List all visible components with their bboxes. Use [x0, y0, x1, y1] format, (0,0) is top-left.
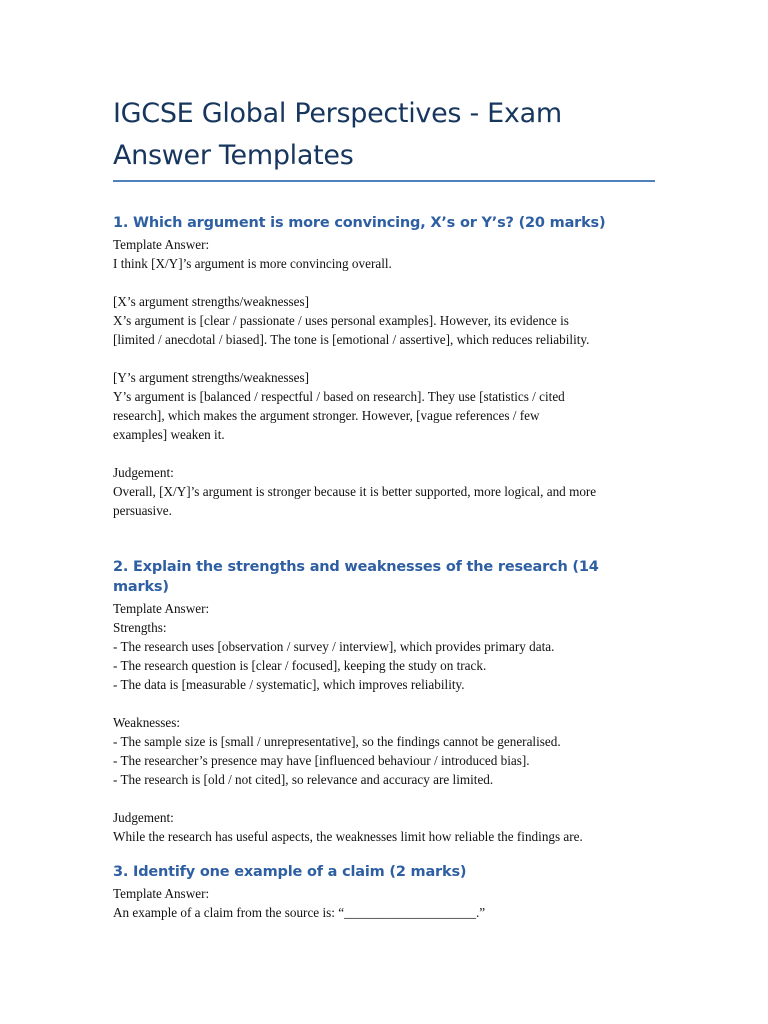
body-line: Weaknesses:: [113, 715, 181, 730]
body-line: - The research is [old / not cited], so relevance and accuracy are limited.: [113, 772, 494, 787]
body-line: Template Answer:: [113, 601, 210, 616]
body-line: persuasive.: [113, 503, 172, 518]
blank-line: [113, 789, 658, 808]
blank-line: [113, 444, 658, 463]
body-line: Judgement:: [113, 810, 174, 825]
body-line: X’s argument is [clear / passionate / uses personal examples]. However, its evidence is: [113, 313, 569, 328]
body-line: [limited / anecdotal / biased]. The tone is [emotional / assertive], which reduces reliability.: [113, 332, 590, 347]
section-body: [113, 597, 658, 846]
body-line: - The researcher’s presence may have [influenced behaviour / introduced bias].: [113, 753, 530, 768]
body-line: Y’s argument is [balanced / respectful / based on research]. They use [statistics / cited: [113, 389, 565, 404]
body-line: - The research uses [observation / survey / interview], which provides primary data.: [113, 639, 555, 654]
section-heading: 2. Explain the strengths and weaknesses of the research (14 marks): [113, 559, 599, 595]
section-body: [113, 233, 658, 520]
body-line: - The sample size is [small / unrepresentative], so the findings cannot be generalised.: [113, 734, 561, 749]
section-research-evaluation: [113, 557, 658, 846]
section-heading: 3. Identify one example of a claim (2 marks): [113, 864, 467, 880]
body-line: - The research question is [clear / focused], keeping the study on track.: [113, 658, 487, 673]
body-line: While the research has useful aspects, the weaknesses limit how reliable the findings are.: [113, 829, 583, 844]
blank-line: [113, 349, 658, 368]
body-line: - The data is [measurable / systematic], which improves reliability.: [113, 677, 465, 692]
body-line: An example of a claim from the source is: “____________________.”: [113, 905, 486, 920]
blank-line: [113, 273, 658, 292]
body-line: Strengths:: [113, 620, 167, 635]
document-title: IGCSE Global Perspectives - Exam Answer Templates: [113, 98, 562, 171]
body-line: [Y’s argument strengths/weaknesses]: [113, 370, 310, 385]
body-line: research], which makes the argument stronger. However, [vague references / few: [113, 408, 540, 423]
section-body: [113, 882, 658, 922]
body-line: [X’s argument strengths/weaknesses]: [113, 294, 310, 309]
section-argument-convincing: [113, 213, 658, 520]
section-heading: 1. Which argument is more convincing, X’s or Y’s? (20 marks): [113, 215, 606, 231]
body-line: Template Answer:: [113, 237, 210, 252]
blank-line: [113, 694, 658, 713]
body-line: Judgement:: [113, 465, 174, 480]
body-line: I think [X/Y]’s argument is more convincing overall.: [113, 256, 392, 271]
section-claim-example: [113, 862, 658, 922]
body-line: Template Answer:: [113, 886, 210, 901]
body-line: Overall, [X/Y]’s argument is stronger because it is better supported, more logical, and more: [113, 484, 597, 499]
title-underline: [113, 180, 655, 182]
body-line: examples] weaken it.: [113, 427, 225, 442]
